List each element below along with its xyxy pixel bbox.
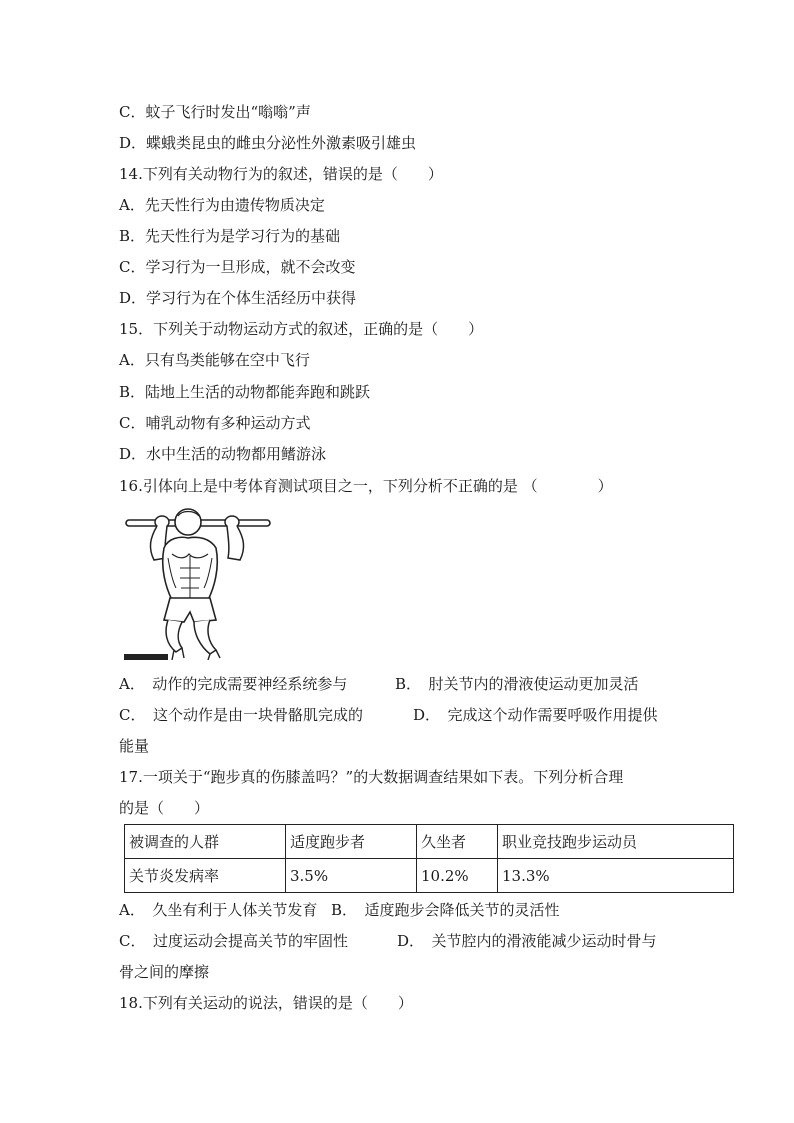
table-header-cell: 适度跑步者 [286, 825, 417, 859]
q15-stem: 15．下列关于动物运动方式的叙述，正确的是（ ） [119, 320, 484, 338]
q14-option-c: C．学习行为一旦形成，就不会改变 [119, 258, 356, 276]
q14-stem: 14.下列有关动物行为的叙述，错误的是（ ） [119, 165, 443, 183]
pull-up-illustration [124, 508, 274, 660]
table-cell: 10.2% [417, 859, 498, 893]
q17-option-b: B． 适度跑步会降低关节的灵活性 [331, 901, 560, 919]
q15-option-a: A．只有鸟类能够在空中飞行 [119, 351, 310, 369]
q15-option-d: D．水中生活的动物都用鳍游泳 [119, 445, 327, 463]
q13-option-d: D．蝶蛾类昆虫的雌虫分泌性外激素吸引雄虫 [119, 134, 417, 152]
table-row [125, 825, 734, 859]
q17-option-d: D． 关节腔内的滑液能减少运动时骨与 [397, 932, 657, 950]
q15-option-b: B．陆地上生活的动物都能奔跑和跳跃 [119, 383, 371, 401]
q16-option-a: A． 动作的完成需要神经系统参与 [119, 675, 348, 693]
table-header-cell: 被调查的人群 [125, 825, 286, 859]
q16-option-b: B． 肘关节内的滑液使运动更加灵活 [395, 675, 639, 693]
q14-option-b: B．先天性行为是学习行为的基础 [119, 227, 341, 245]
table-cell: 关节炎发病率 [125, 859, 286, 893]
q15-option-c: C．哺乳动物有多种运动方式 [119, 414, 311, 432]
q16-stem: 16.引体向上是中考体育测试项目之一，下列分析不正确的是 （ ） [119, 477, 613, 495]
q18-stem: 18.下列有关运动的说法，错误的是（ ） [119, 994, 413, 1012]
table-row [125, 859, 734, 893]
table-cell: 3.5% [286, 859, 417, 893]
q16-option-c: C． 这个动作是由一块骨骼肌完成的 [119, 706, 363, 724]
q16-option-d: D． 完成这个动作需要呼吸作用提供 [413, 706, 658, 724]
q17-option-d-continued: 骨之间的摩擦 [119, 963, 210, 981]
q17-stem-line2: 的是（ ） [119, 799, 210, 817]
q16-option-d-continued: 能量 [119, 737, 150, 755]
q17-option-a: A． 久坐有利于人体关节发育 [119, 901, 318, 919]
survey-table [124, 824, 734, 893]
q14-option-d: D．学习行为在个体生活经历中获得 [119, 289, 357, 307]
q13-option-c: C．蚊子飞行时发出“嗡嗡”声 [119, 103, 311, 121]
q17-stem-line1: 17.一项关于“跑步真的伤膝盖吗？”的大数据调查结果如下表。下列分析合理 [119, 768, 624, 786]
q14-option-a: A．先天性行为由遗传物质决定 [119, 196, 325, 214]
table-header-cell: 职业竞技跑步运动员 [498, 825, 734, 859]
table-cell: 13.3% [498, 859, 734, 893]
pull-up-figure-icon [124, 508, 274, 660]
table-header-cell: 久坐者 [417, 825, 498, 859]
q17-option-c: C． 过度运动会提高关节的牢固性 [119, 932, 348, 950]
